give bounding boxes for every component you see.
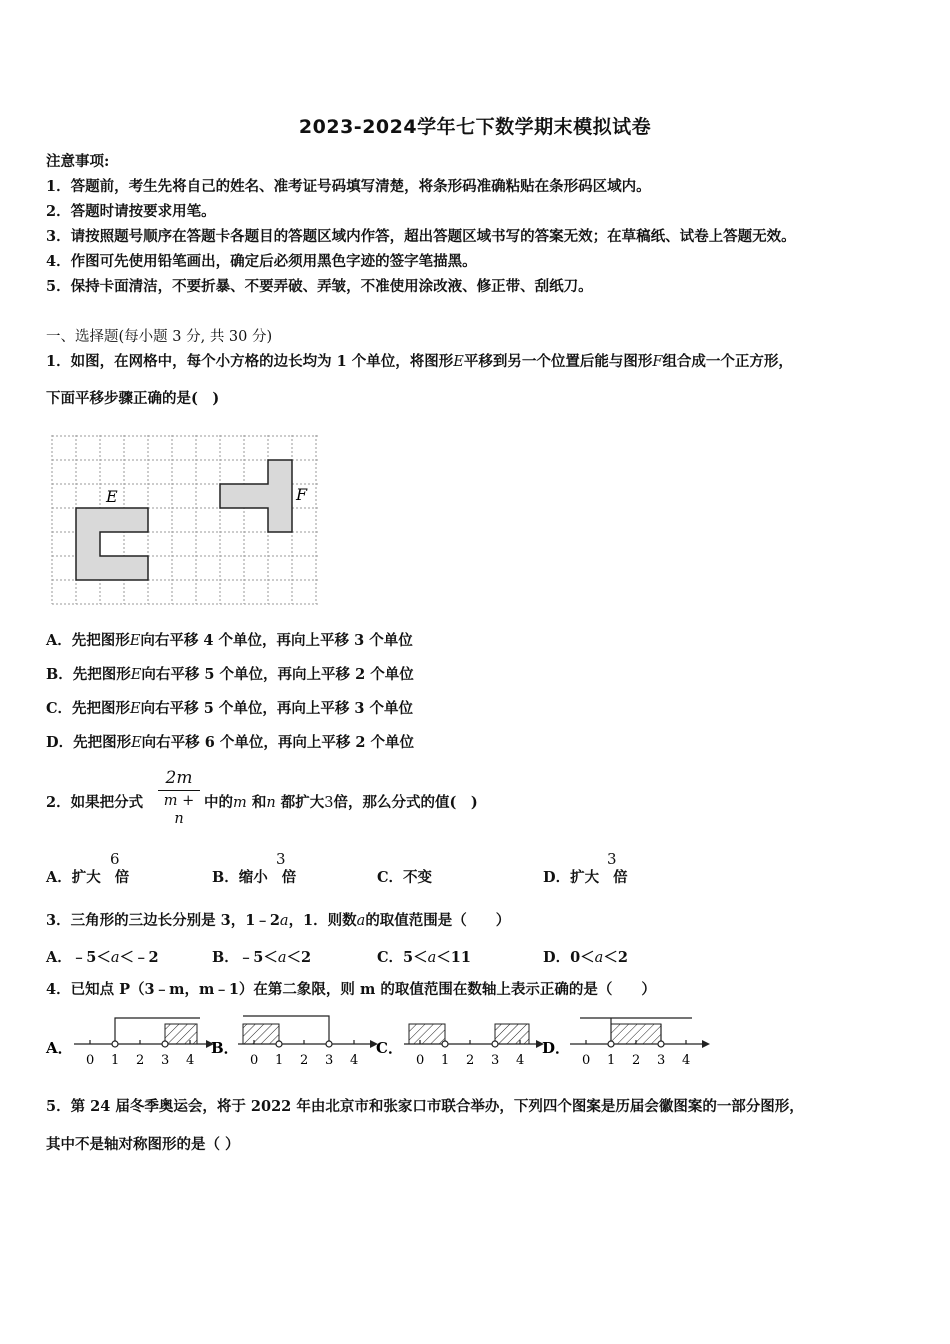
- q1-grid-figure: [50, 434, 320, 606]
- q1-text-a: 1．如图，在网格中，每个小方格的边长均为 1 个单位，将图形: [46, 353, 454, 370]
- svg-text:3: 3: [325, 1053, 334, 1068]
- svg-text:2: 2: [632, 1053, 641, 1068]
- svg-text:C．: C．: [376, 1039, 403, 1057]
- q1-option-a[interactable]: A．先把图形E向右平移 4 个单位，再向上平移 3 个单位: [46, 632, 413, 649]
- notice-item: 1．答题前，考生先将自己的姓名、准考证号码填写清楚，将条形码准确粘贴在条形码区域内。: [46, 178, 651, 195]
- q1-option-b[interactable]: B．先把图形E向右平移 5 个单位，再向上平移 2 个单位: [46, 666, 414, 683]
- q2-fraction: [158, 768, 200, 828]
- svg-text:1: 1: [111, 1053, 120, 1068]
- svg-text:1: 1: [441, 1053, 450, 1068]
- svg-text:0: 0: [250, 1053, 259, 1068]
- fraction-numerator: 2m: [165, 768, 193, 788]
- question-2-prefix: 2．如果把分式: [46, 794, 144, 811]
- svg-text:0: 0: [582, 1053, 591, 1068]
- question-1-stem-line2: 下面平移步骤正确的是( ): [46, 390, 220, 407]
- notice-item: 4．作图可先使用铅笔画出，确定后必须用黑色字迹的签字笔描黑。: [46, 253, 477, 270]
- svg-text:3: 3: [491, 1053, 500, 1068]
- notice-item: 2．答题时请按要求用笔。: [46, 203, 216, 220]
- q1-option-d[interactable]: D．先把图形E向右平移 6 个单位，再向上平移 2 个单位: [46, 734, 415, 751]
- q3-option-c[interactable]: C．5＜a＜11: [377, 949, 471, 966]
- svg-text:1: 1: [275, 1053, 284, 1068]
- svg-text:4: 4: [350, 1053, 359, 1068]
- q4-option-d[interactable]: [542, 1018, 710, 1068]
- q3-option-a[interactable]: A．﹣5＜a＜﹣2: [46, 949, 159, 966]
- svg-text:0: 0: [416, 1053, 425, 1068]
- notice-item: 5．保持卡面清洁，不要折暴、不要弄破、弄皱，不准使用涂改液、修正带、刮纸刀。: [46, 278, 593, 295]
- svg-text:2: 2: [136, 1053, 145, 1068]
- svg-text:4: 4: [186, 1053, 195, 1068]
- q3-option-d[interactable]: D．0＜a＜2: [543, 949, 628, 966]
- svg-text:B．: B．: [211, 1039, 239, 1057]
- q1-var-e: E: [453, 354, 464, 370]
- shape-e: [76, 508, 148, 580]
- svg-text:2: 2: [300, 1053, 309, 1068]
- question-3-stem: 3．三角形的三边长分别是 3，1﹣2a，1．则数a的取值范围是（ ）: [46, 912, 511, 929]
- svg-text:2: 2: [466, 1053, 475, 1068]
- svg-text:D．: D．: [542, 1039, 571, 1057]
- question-2-rest: 中的m 和n 都扩大3倍，那么分式的值( ): [204, 794, 478, 811]
- q3-option-b[interactable]: B．﹣5＜a＜2: [212, 949, 312, 966]
- q2-option-d[interactable]: D．扩大 3 倍: [543, 850, 628, 886]
- q2-option-c[interactable]: C．不变: [377, 869, 433, 886]
- q1-var-f: F: [652, 354, 663, 370]
- question-1-stem: [46, 353, 793, 371]
- svg-text:3: 3: [161, 1053, 170, 1068]
- q1-option-c[interactable]: C．先把图形E向右平移 5 个单位，再向上平移 3 个单位: [46, 700, 414, 717]
- question-4-stem: 4．已知点 P（3﹣m，m﹣1）在第二象限，则 m 的取值范围在数轴上表示正确的是（ ）: [46, 981, 656, 998]
- page-title: 2023-2024学年七下数学期末模拟试卷: [298, 116, 652, 138]
- q4-option-a[interactable]: [45, 1018, 214, 1068]
- q4-option-b[interactable]: [211, 1016, 378, 1068]
- q2-option-b[interactable]: B．缩小 3 倍: [212, 850, 297, 886]
- svg-text:1: 1: [607, 1053, 616, 1068]
- svg-text:4: 4: [682, 1053, 691, 1068]
- svg-text:0: 0: [86, 1053, 95, 1068]
- q1-text-b: 平移到另一个位置后能与图形: [463, 353, 653, 370]
- q2-option-a[interactable]: A．扩大 6 倍: [46, 850, 130, 886]
- q4-number-lines: [40, 1010, 720, 1070]
- q1-text-c: 组合成一个正方形，: [662, 353, 793, 370]
- shape-f: [220, 460, 292, 532]
- fraction-denominator: m + n: [163, 793, 195, 827]
- label-e: E: [106, 487, 118, 506]
- svg-text:3: 3: [657, 1053, 666, 1068]
- svg-text:4: 4: [516, 1053, 525, 1068]
- q4-option-c[interactable]: [376, 1024, 544, 1068]
- question-5-stem: 5．第 24 届冬季奥运会，将于 2022 年由北京市和张家口市联合举办，下列四个图案是历届会徽图案的一部分图形，: [46, 1098, 804, 1115]
- notice-heading: 注意事项:: [46, 153, 110, 170]
- section-heading: 一、选择题(每小题 3 分, 共 30 分): [46, 329, 273, 345]
- svg-text:A．: A．: [46, 1039, 73, 1057]
- label-f: F: [296, 485, 308, 504]
- notice-item: 3．请按照题号顺序在答题卡各题目的答题区域内作答，超出答题区域书写的答案无效；在草稿纸、试卷上答题无效。: [46, 228, 796, 245]
- fraction-bar: [158, 790, 200, 791]
- question-5-stem-line2: 其中不是轴对称图形的是（ ）: [46, 1136, 240, 1153]
